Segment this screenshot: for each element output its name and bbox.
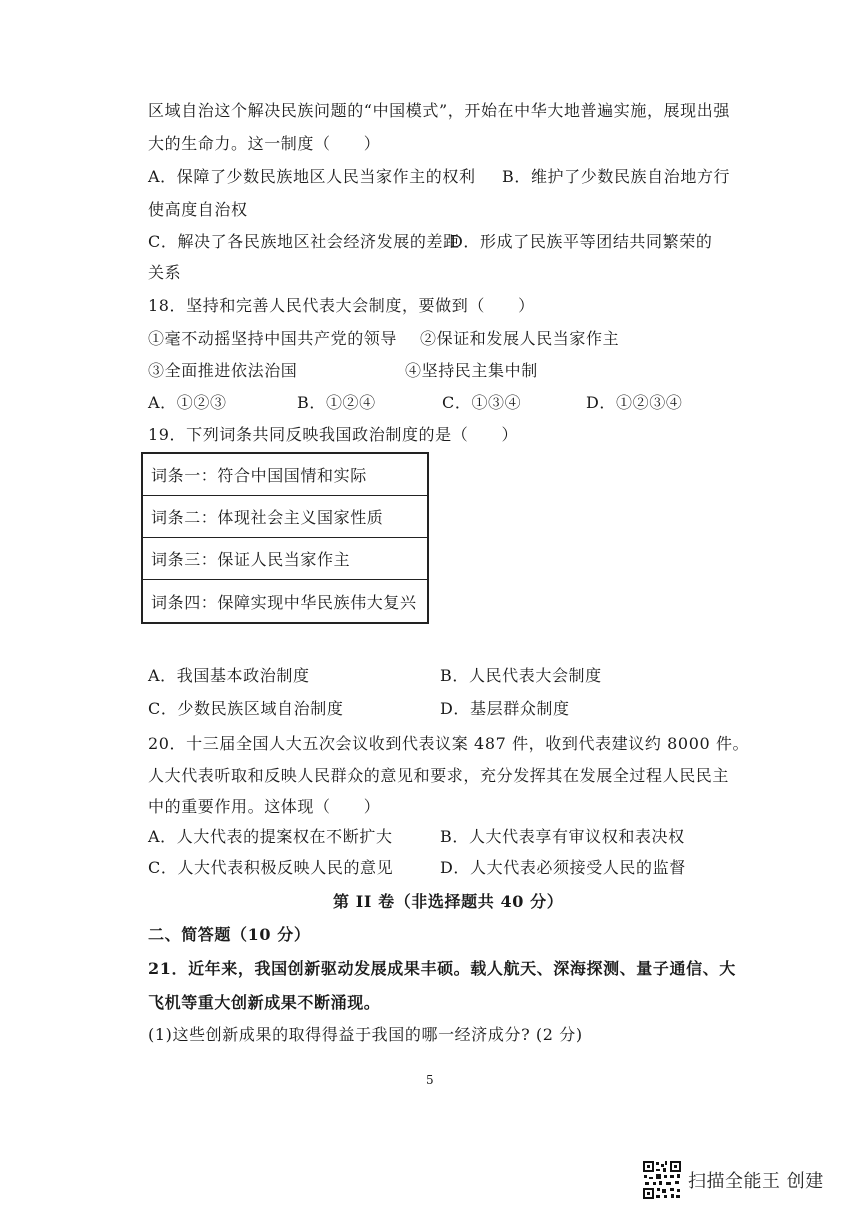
q20-option-c: C．人大代表积极反映人民的意见 xyxy=(148,858,394,877)
q19-option-d: D．基层群众制度 xyxy=(440,699,570,718)
q21-stem-line1: 21．近年来，我国创新驱动发展成果丰硕。载人航天、深海探测、量子通信、大 xyxy=(148,959,736,978)
q20-stem-line3: 中的重要作用。这体现（ ） xyxy=(148,797,381,816)
q21-stem-line2: 飞机等重大创新成果不断涌现。 xyxy=(148,993,381,1012)
q17-option-a: A．保障了少数民族地区人民当家作主的权利 xyxy=(148,167,476,186)
table-row: 词条二：体现社会主义国家性质 xyxy=(143,496,427,538)
q20-stem-line2: 人大代表听取和反映人民群众的意见和要求，充分发挥其在发展全过程人民民主 xyxy=(148,766,730,785)
q18-option-a: A．①②③ xyxy=(148,393,227,412)
q18-stem: 18．坚持和完善人民代表大会制度，要做到（ ） xyxy=(148,296,535,315)
q20-option-a: A．人大代表的提案权在不断扩大 xyxy=(148,827,393,846)
q18-item-4: ④坚持民主集中制 xyxy=(405,361,538,380)
q17-option-d: D．形成了民族平等团结共同繁荣的 xyxy=(450,232,713,251)
q18-option-d: D．①②③④ xyxy=(586,393,683,412)
q17-option-b-continued: 使高度自治权 xyxy=(148,200,248,219)
table-row: 词条四：保障实现中华民族伟大复兴 xyxy=(151,592,417,612)
q20-option-d: D．人大代表必须接受人民的监督 xyxy=(440,858,686,877)
scanner-watermark xyxy=(642,1160,824,1200)
q19-stem: 19．下列词条共同反映我国政治制度的是（ ） xyxy=(148,425,519,444)
q19-option-b: B．人民代表大会制度 xyxy=(440,666,602,685)
q17-stem-line2: 大的生命力。这一制度（ ） xyxy=(148,134,381,153)
q18-option-b: B．①②④ xyxy=(297,393,376,412)
qr-code-icon xyxy=(642,1160,682,1200)
table-row: 词条一：符合中国国情和实际 xyxy=(143,454,427,496)
q18-item-1: ①毫不动摇坚持中国共产党的领导 xyxy=(148,329,398,348)
section-title: 二、简答题（10 分） xyxy=(148,925,311,944)
q20-option-b: B．人大代表享有审议权和表决权 xyxy=(440,827,685,846)
q18-item-2: ②保证和发展人民当家作主 xyxy=(420,329,620,348)
q21-subquestion-1: (1)这些创新成果的取得得益于我国的哪一经济成分? (2 分) xyxy=(148,1025,583,1044)
q17-option-c: C．解决了各民族地区社会经济发展的差距 xyxy=(148,232,460,251)
q19-option-a: A．我国基本政治制度 xyxy=(148,666,310,685)
page-number: 5 xyxy=(426,1073,434,1087)
q17-stem-line1: 区域自治这个解决民族问题的“中国模式”，开始在中华大地普遍实施，展现出强 xyxy=(148,101,730,120)
q19-entry-table xyxy=(141,452,429,624)
q17-option-b: B．维护了少数民族自治地方行 xyxy=(502,167,731,186)
table-row: 词条三：保证人民当家作主 xyxy=(143,538,427,580)
q18-item-3: ③全面推进依法治国 xyxy=(148,361,298,380)
q18-option-c: C．①③④ xyxy=(442,393,522,412)
part-2-title: 第 II 卷（非选择题共 40 分） xyxy=(333,892,564,911)
q19-option-c: C．少数民族区域自治制度 xyxy=(148,699,344,718)
q20-stem-line1: 20．十三届全国人大五次会议收到代表议案 487 件，收到代表建议约 8000 件。 xyxy=(148,734,750,753)
q17-option-d-continued: 关系 xyxy=(148,263,182,282)
scanner-app-credit: 扫描全能王 创建 xyxy=(688,1171,824,1192)
